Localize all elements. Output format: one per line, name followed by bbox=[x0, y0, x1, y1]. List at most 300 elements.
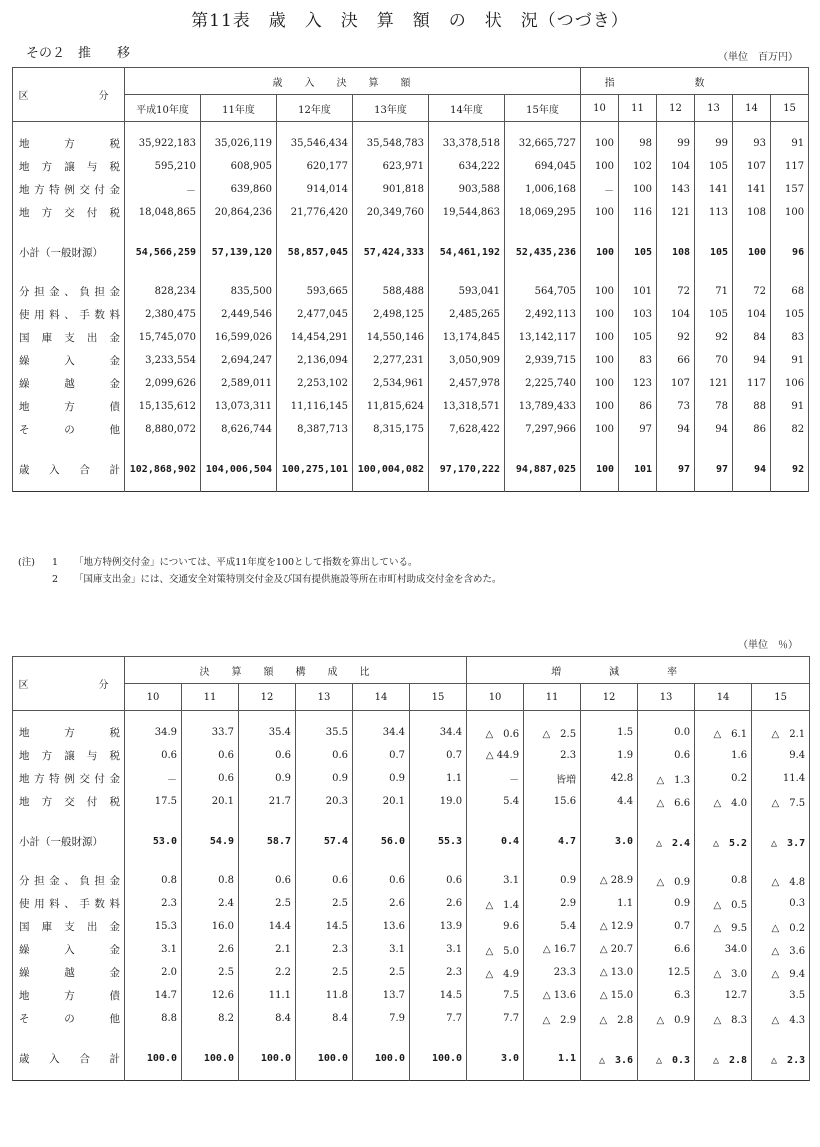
cell-ratio: 0.6 bbox=[353, 869, 410, 892]
cell-change: 7.5 bbox=[467, 984, 524, 1007]
cell-ratio: 0.9 bbox=[296, 767, 353, 790]
table-row bbox=[13, 744, 810, 767]
row-label: 歳入合計 bbox=[13, 457, 125, 481]
table-row bbox=[13, 457, 809, 481]
cell-amounts: 16,599,026 bbox=[201, 326, 277, 349]
cell-index: 104 bbox=[657, 303, 695, 326]
cell-index: 100 bbox=[581, 372, 619, 395]
cell-change: 0.9 bbox=[638, 892, 695, 915]
cell-amounts: 97,170,222 bbox=[429, 457, 505, 481]
cell-amounts: 2,498,125 bbox=[353, 303, 429, 326]
cell-change: 9.6 bbox=[467, 915, 524, 938]
cell-index: 108 bbox=[657, 240, 695, 264]
row-label: 地方税 bbox=[13, 132, 125, 155]
cell-change: 1.5 bbox=[581, 721, 638, 744]
cell-ratio: 0.6 bbox=[239, 744, 296, 767]
table-row bbox=[13, 280, 809, 303]
cell-ratio: 13.9 bbox=[410, 915, 467, 938]
cell-index: 92 bbox=[657, 326, 695, 349]
cell-change: △ 3.7 bbox=[752, 829, 810, 853]
cell-change: △ 0.6 bbox=[467, 721, 524, 744]
cell-index: 94 bbox=[733, 457, 771, 481]
cell-ratio: 33.7 bbox=[182, 721, 239, 744]
cell-index: 100 bbox=[581, 303, 619, 326]
cell-ratio: 0.6 bbox=[182, 744, 239, 767]
cell-change: △ 9.5 bbox=[695, 915, 752, 938]
cell-ratio: 56.0 bbox=[353, 829, 410, 853]
cell-amounts: 21,776,420 bbox=[277, 201, 353, 224]
cell-ratio: 34.4 bbox=[353, 721, 410, 744]
cell-index: 121 bbox=[657, 201, 695, 224]
cell-amounts: 8,626,744 bbox=[201, 418, 277, 441]
cell-index: 91 bbox=[771, 349, 809, 372]
row-label: 地方譲与税 bbox=[13, 155, 125, 178]
table-row bbox=[13, 767, 810, 790]
cell-amounts: 2,477,045 bbox=[277, 303, 353, 326]
cell-index: 72 bbox=[733, 280, 771, 303]
cell-amounts: 595,210 bbox=[125, 155, 201, 178]
amount-group-header: 歳入決算額 bbox=[125, 68, 581, 95]
cell-amounts: 8,387,713 bbox=[277, 418, 353, 441]
index-year-header: 12 bbox=[657, 95, 695, 122]
row-label: 繰越金 bbox=[13, 961, 125, 984]
cell-ratio: 14.5 bbox=[410, 984, 467, 1007]
cell-index: 100 bbox=[581, 395, 619, 418]
cell-index: 101 bbox=[619, 457, 657, 481]
cell-index: － bbox=[581, 178, 619, 201]
row-label: 地方税 bbox=[13, 721, 125, 744]
cell-change: △ 1.4 bbox=[467, 892, 524, 915]
row-label: 国庫支出金 bbox=[13, 915, 125, 938]
cell-ratio: 0.6 bbox=[410, 869, 467, 892]
cell-change: 9.4 bbox=[752, 744, 810, 767]
index-year-header: 14 bbox=[733, 95, 771, 122]
cell-ratio: 0.9 bbox=[239, 767, 296, 790]
cell-amounts: 2,589,011 bbox=[201, 372, 277, 395]
row-label: 繰入金 bbox=[13, 938, 125, 961]
cell-amounts: 14,454,291 bbox=[277, 326, 353, 349]
row-label: 地方債 bbox=[13, 984, 125, 1007]
ratio-group-header: 決算額構成比 bbox=[125, 657, 467, 684]
amount-year-header: 12年度 bbox=[277, 95, 353, 122]
cell-change: △ 13.6 bbox=[524, 984, 581, 1007]
cell-index: 68 bbox=[771, 280, 809, 303]
cell-ratio: 100.0 bbox=[410, 1046, 467, 1070]
table-row bbox=[13, 303, 809, 326]
cell-index: 116 bbox=[619, 201, 657, 224]
cell-ratio: 8.2 bbox=[182, 1007, 239, 1030]
cell-ratio: 2.5 bbox=[296, 892, 353, 915]
cell-amounts: 608,905 bbox=[201, 155, 277, 178]
cell-ratio: 0.6 bbox=[182, 767, 239, 790]
cell-amounts: 2,457,978 bbox=[429, 372, 505, 395]
note-1 bbox=[18, 554, 502, 571]
table-row bbox=[13, 892, 810, 915]
amount-year-header: 13年度 bbox=[353, 95, 429, 122]
cell-amounts: 20,864,236 bbox=[201, 201, 277, 224]
cell-change: 0.0 bbox=[638, 721, 695, 744]
cell-amounts: 15,135,612 bbox=[125, 395, 201, 418]
category-header: 区 分 bbox=[13, 68, 125, 122]
cell-ratio: 2.5 bbox=[296, 961, 353, 984]
index-year-header: 15 bbox=[771, 95, 809, 122]
cell-ratio: 2.2 bbox=[239, 961, 296, 984]
cell-ratio: 0.9 bbox=[353, 767, 410, 790]
cell-amounts: 564,705 bbox=[505, 280, 581, 303]
cell-change: 皆増 bbox=[524, 767, 581, 790]
cell-index: 66 bbox=[657, 349, 695, 372]
table-row bbox=[13, 721, 810, 744]
cell-ratio: 13.6 bbox=[353, 915, 410, 938]
change-year-header: 13 bbox=[638, 684, 695, 711]
cell-amounts: 104,006,504 bbox=[201, 457, 277, 481]
change-year-header: 10 bbox=[467, 684, 524, 711]
row-label: その他 bbox=[13, 418, 125, 441]
table-row bbox=[13, 418, 809, 441]
cell-change: △ 16.7 bbox=[524, 938, 581, 961]
row-label: 歳入合計 bbox=[13, 1046, 125, 1070]
cell-change: 0.3 bbox=[752, 892, 810, 915]
cell-index: 96 bbox=[771, 240, 809, 264]
cell-amounts: 3,233,554 bbox=[125, 349, 201, 372]
cell-change: △ 6.1 bbox=[695, 721, 752, 744]
cell-index: 117 bbox=[771, 155, 809, 178]
cell-ratio: 20.1 bbox=[353, 790, 410, 813]
amount-year-header: 14年度 bbox=[429, 95, 505, 122]
cell-ratio: 0.7 bbox=[353, 744, 410, 767]
cell-ratio: 11.1 bbox=[239, 984, 296, 1007]
revenue-ratio-change-table bbox=[12, 656, 810, 1081]
change-year-header: 11 bbox=[524, 684, 581, 711]
cell-ratio: 100.0 bbox=[239, 1046, 296, 1070]
cell-ratio: 2.3 bbox=[410, 961, 467, 984]
cell-change: △ 5.0 bbox=[467, 938, 524, 961]
cell-change: △ 4.3 bbox=[752, 1007, 810, 1030]
note-mark: (注) bbox=[18, 557, 35, 568]
cell-ratio: 54.9 bbox=[182, 829, 239, 853]
cell-change: △ 8.3 bbox=[695, 1007, 752, 1030]
cell-index: 105 bbox=[771, 303, 809, 326]
cell-index: 106 bbox=[771, 372, 809, 395]
note-number: 2 bbox=[52, 574, 59, 585]
ratio-year-header: 14 bbox=[353, 684, 410, 711]
table-row bbox=[13, 240, 809, 264]
cell-index: 91 bbox=[771, 395, 809, 418]
cell-amounts: 54,461,192 bbox=[429, 240, 505, 264]
cell-change: △ 0.5 bbox=[695, 892, 752, 915]
cell-amounts: 903,588 bbox=[429, 178, 505, 201]
cell-ratio: 100.0 bbox=[353, 1046, 410, 1070]
cell-ratio: 0.6 bbox=[296, 869, 353, 892]
cell-index: 70 bbox=[695, 349, 733, 372]
row-label: 国庫支出金 bbox=[13, 326, 125, 349]
cell-change: △ 28.9 bbox=[581, 869, 638, 892]
notes bbox=[18, 554, 502, 588]
cell-amounts: 2,253,102 bbox=[277, 372, 353, 395]
cell-index: 121 bbox=[695, 372, 733, 395]
cell-change: △ 2.5 bbox=[524, 721, 581, 744]
table-row bbox=[13, 829, 810, 853]
cell-ratio: 2.1 bbox=[239, 938, 296, 961]
cell-amounts: 2,277,231 bbox=[353, 349, 429, 372]
cell-index: 100 bbox=[581, 280, 619, 303]
cell-amounts: 57,424,333 bbox=[353, 240, 429, 264]
cell-index: 72 bbox=[657, 280, 695, 303]
cell-amounts: 828,234 bbox=[125, 280, 201, 303]
cell-index: 97 bbox=[657, 457, 695, 481]
cell-amounts: 2,694,247 bbox=[201, 349, 277, 372]
cell-index: 100 bbox=[619, 178, 657, 201]
row-label: 分担金、負担金 bbox=[13, 869, 125, 892]
cell-index: 100 bbox=[581, 201, 619, 224]
index-year-header: 10 bbox=[581, 95, 619, 122]
cell-ratio: 19.0 bbox=[410, 790, 467, 813]
cell-index: 92 bbox=[771, 457, 809, 481]
cell-index: 100 bbox=[581, 240, 619, 264]
cell-amounts: 639,860 bbox=[201, 178, 277, 201]
cell-change: △ 1.3 bbox=[638, 767, 695, 790]
cell-change: 0.9 bbox=[524, 869, 581, 892]
row-label: 分担金、負担金 bbox=[13, 280, 125, 303]
cell-ratio: 3.1 bbox=[125, 938, 182, 961]
table-row bbox=[13, 326, 809, 349]
row-label: 地方特例交付金 bbox=[13, 178, 125, 201]
cell-index: 78 bbox=[695, 395, 733, 418]
cell-change: △ 2.3 bbox=[752, 1046, 810, 1070]
cell-amounts: 8,315,175 bbox=[353, 418, 429, 441]
cell-amounts: 13,789,433 bbox=[505, 395, 581, 418]
cell-amounts: 33,378,518 bbox=[429, 132, 505, 155]
cell-amounts: 593,665 bbox=[277, 280, 353, 303]
cell-amounts: 2,225,740 bbox=[505, 372, 581, 395]
cell-amounts: 2,485,265 bbox=[429, 303, 505, 326]
cell-change: 15.6 bbox=[524, 790, 581, 813]
ratio-year-header: 13 bbox=[296, 684, 353, 711]
cell-change: △ 6.6 bbox=[638, 790, 695, 813]
cell-change: 1.1 bbox=[524, 1046, 581, 1070]
cell-amounts: 35,546,434 bbox=[277, 132, 353, 155]
cell-change: △ 2.8 bbox=[581, 1007, 638, 1030]
cell-ratio: 2.6 bbox=[353, 892, 410, 915]
cell-change: 0.7 bbox=[638, 915, 695, 938]
cell-change: 3.0 bbox=[467, 1046, 524, 1070]
row-label: 繰入金 bbox=[13, 349, 125, 372]
cell-ratio: 3.1 bbox=[410, 938, 467, 961]
row-label: 繰越金 bbox=[13, 372, 125, 395]
cell-index: 105 bbox=[695, 240, 733, 264]
cell-index: 84 bbox=[733, 326, 771, 349]
amount-year-header: 平成10年度 bbox=[125, 95, 201, 122]
table-row bbox=[13, 790, 810, 813]
cell-amounts: 7,628,422 bbox=[429, 418, 505, 441]
section-subtitle: その２ 推 移 bbox=[26, 46, 131, 61]
cell-index: 94 bbox=[733, 349, 771, 372]
cell-change: △ 3.6 bbox=[752, 938, 810, 961]
cell-amounts: 2,534,961 bbox=[353, 372, 429, 395]
cell-change: 0.2 bbox=[695, 767, 752, 790]
cell-change: 34.0 bbox=[695, 938, 752, 961]
cell-ratio: 2.5 bbox=[239, 892, 296, 915]
cell-ratio: 8.4 bbox=[296, 1007, 353, 1030]
change-year-header: 12 bbox=[581, 684, 638, 711]
note-text: 「国庫支出金」には、交通安全対策特別交付金及び国有提供施設等所在市町村助成交付金を含めた。 bbox=[74, 574, 502, 585]
cell-index: 104 bbox=[657, 155, 695, 178]
cell-index: 97 bbox=[619, 418, 657, 441]
cell-amounts: 15,745,070 bbox=[125, 326, 201, 349]
cell-amounts: 901,818 bbox=[353, 178, 429, 201]
category-header: 区 分 bbox=[13, 657, 125, 711]
cell-ratio: 2.3 bbox=[296, 938, 353, 961]
cell-change: 12.5 bbox=[638, 961, 695, 984]
cell-change: △ 0.9 bbox=[638, 869, 695, 892]
cell-index: 101 bbox=[619, 280, 657, 303]
cell-ratio: 2.5 bbox=[182, 961, 239, 984]
cell-index: 98 bbox=[619, 132, 657, 155]
cell-change: 5.4 bbox=[524, 915, 581, 938]
cell-index: 100 bbox=[581, 132, 619, 155]
cell-index: 86 bbox=[733, 418, 771, 441]
cell-amounts: 18,048,865 bbox=[125, 201, 201, 224]
cell-ratio: 1.1 bbox=[410, 767, 467, 790]
cell-change: 12.7 bbox=[695, 984, 752, 1007]
cell-index: 71 bbox=[695, 280, 733, 303]
cell-amounts: 52,435,236 bbox=[505, 240, 581, 264]
cell-ratio: 58.7 bbox=[239, 829, 296, 853]
note-2 bbox=[18, 571, 502, 588]
cell-change: 4.7 bbox=[524, 829, 581, 853]
ratio-year-header: 11 bbox=[182, 684, 239, 711]
table-row bbox=[13, 132, 809, 155]
cell-index: 73 bbox=[657, 395, 695, 418]
revenue-amount-index-table bbox=[12, 67, 809, 492]
cell-amounts: 35,548,783 bbox=[353, 132, 429, 155]
ratio-year-header: 15 bbox=[410, 684, 467, 711]
cell-amounts: 35,026,119 bbox=[201, 132, 277, 155]
cell-change: 5.4 bbox=[467, 790, 524, 813]
cell-ratio: 34.4 bbox=[410, 721, 467, 744]
table-row bbox=[13, 395, 809, 418]
cell-amounts: 11,815,624 bbox=[353, 395, 429, 418]
cell-index: 100 bbox=[581, 457, 619, 481]
cell-change: 0.4 bbox=[467, 829, 524, 853]
cell-ratio: 2.5 bbox=[353, 961, 410, 984]
cell-index: 86 bbox=[619, 395, 657, 418]
cell-ratio: 14.7 bbox=[125, 984, 182, 1007]
change-group-header: 増減率 bbox=[467, 657, 810, 684]
cell-ratio: 7.9 bbox=[353, 1007, 410, 1030]
cell-index: 105 bbox=[695, 155, 733, 178]
cell-change: △ 12.9 bbox=[581, 915, 638, 938]
row-label: 地方特例交付金 bbox=[13, 767, 125, 790]
cell-ratio: 11.8 bbox=[296, 984, 353, 1007]
amount-year-header: 15年度 bbox=[505, 95, 581, 122]
table-row bbox=[13, 938, 810, 961]
cell-amounts: 13,142,117 bbox=[505, 326, 581, 349]
cell-change: △ 4.0 bbox=[695, 790, 752, 813]
cell-change: 3.1 bbox=[467, 869, 524, 892]
cell-change: 1.1 bbox=[581, 892, 638, 915]
cell-index: 99 bbox=[657, 132, 695, 155]
cell-index: 141 bbox=[695, 178, 733, 201]
cell-amounts: 32,665,727 bbox=[505, 132, 581, 155]
cell-index: 100 bbox=[733, 240, 771, 264]
note-number: 1 bbox=[52, 557, 59, 568]
cell-index: 157 bbox=[771, 178, 809, 201]
cell-ratio: 13.7 bbox=[353, 984, 410, 1007]
table-row bbox=[13, 915, 810, 938]
cell-amounts: 14,550,146 bbox=[353, 326, 429, 349]
table-row bbox=[13, 349, 809, 372]
cell-index: 99 bbox=[695, 132, 733, 155]
cell-index: 108 bbox=[733, 201, 771, 224]
cell-change: 0.8 bbox=[695, 869, 752, 892]
cell-amounts: 835,500 bbox=[201, 280, 277, 303]
row-label: その他 bbox=[13, 1007, 125, 1030]
cell-ratio: 20.1 bbox=[182, 790, 239, 813]
cell-amounts: 2,939,715 bbox=[505, 349, 581, 372]
cell-change: △ 15.0 bbox=[581, 984, 638, 1007]
cell-ratio: 14.4 bbox=[239, 915, 296, 938]
change-year-header: 15 bbox=[752, 684, 810, 711]
table-row bbox=[13, 155, 809, 178]
cell-change: △ 2.1 bbox=[752, 721, 810, 744]
cell-change: △ 3.6 bbox=[581, 1046, 638, 1070]
page-title: 第11表 歳 入 決 算 額 の 状 況（つづき） bbox=[191, 11, 629, 31]
table-row bbox=[13, 984, 810, 1007]
cell-amounts: 620,177 bbox=[277, 155, 353, 178]
cell-amounts: 7,297,966 bbox=[505, 418, 581, 441]
cell-change: 1.6 bbox=[695, 744, 752, 767]
amount-year-header: 11年度 bbox=[201, 95, 277, 122]
cell-ratio: 0.6 bbox=[125, 744, 182, 767]
cell-index: 83 bbox=[619, 349, 657, 372]
cell-ratio: 35.5 bbox=[296, 721, 353, 744]
cell-amounts: 634,222 bbox=[429, 155, 505, 178]
cell-change: 3.5 bbox=[752, 984, 810, 1007]
index-group-header: 指数 bbox=[581, 68, 809, 95]
cell-ratio: 7.7 bbox=[410, 1007, 467, 1030]
row-label: 地方債 bbox=[13, 395, 125, 418]
row-label: 地方交付税 bbox=[13, 790, 125, 813]
cell-index: 105 bbox=[619, 240, 657, 264]
cell-amounts: 2,099,626 bbox=[125, 372, 201, 395]
row-label: 使用料、手数料 bbox=[13, 303, 125, 326]
cell-index: 100 bbox=[771, 201, 809, 224]
cell-amounts: 54,566,259 bbox=[125, 240, 201, 264]
table-row bbox=[13, 201, 809, 224]
cell-change: △ 2.8 bbox=[695, 1046, 752, 1070]
cell-ratio: 3.1 bbox=[353, 938, 410, 961]
cell-ratio: 14.5 bbox=[296, 915, 353, 938]
cell-change: － bbox=[467, 767, 524, 790]
cell-amounts: 8,880,072 bbox=[125, 418, 201, 441]
cell-index: 123 bbox=[619, 372, 657, 395]
cell-amounts: 13,174,845 bbox=[429, 326, 505, 349]
cell-amounts: 19,544,863 bbox=[429, 201, 505, 224]
cell-index: 100 bbox=[581, 349, 619, 372]
cell-change: △ 2.4 bbox=[638, 829, 695, 853]
cell-change: 3.0 bbox=[581, 829, 638, 853]
cell-ratio: － bbox=[125, 767, 182, 790]
table-row bbox=[13, 1007, 810, 1030]
cell-index: 105 bbox=[619, 326, 657, 349]
row-label: 小計（一般財源） bbox=[13, 829, 125, 853]
cell-index: 141 bbox=[733, 178, 771, 201]
cell-ratio: 21.7 bbox=[239, 790, 296, 813]
cell-ratio: 0.8 bbox=[182, 869, 239, 892]
cell-index: 100 bbox=[581, 155, 619, 178]
cell-index: 94 bbox=[657, 418, 695, 441]
